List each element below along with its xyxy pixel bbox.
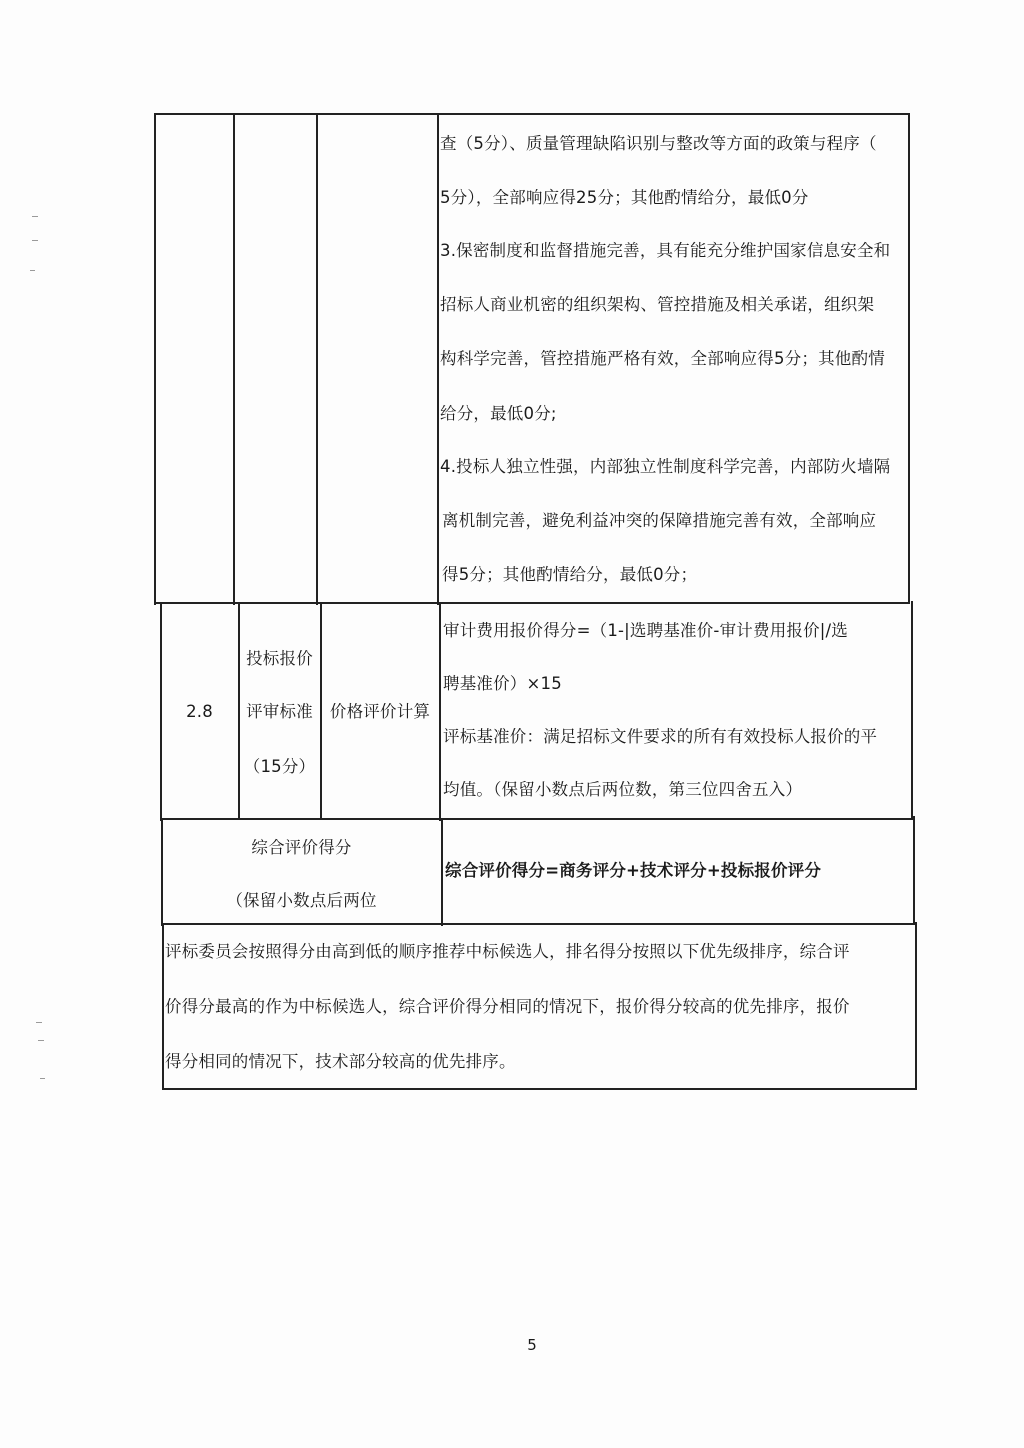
ranking-line: 得分相同的情况下，技术部分较高的优先排序。: [165, 1052, 516, 1071]
criteria-line: 3.保密制度和监督措施完善，具有能充分维护国家信息安全和: [440, 241, 891, 260]
scan-mark: [32, 240, 38, 241]
scan-mark: [38, 1040, 44, 1041]
price-formula-line: 聘基准价）×15: [443, 674, 562, 693]
criteria-line: 离机制完善，避免利益冲突的保障措施完善有效，全部响应: [442, 511, 877, 530]
total-score-formula: 综合评价得分=商务评分+技术评分+投标报价评分: [445, 861, 822, 880]
criteria-line: 给分，最低0分;: [440, 404, 557, 423]
category-score: （15分）: [243, 757, 316, 776]
category-label: 投标报价: [246, 649, 313, 668]
criteria-line: 查（5分）、质量管理缺陷识别与整改等方面的政策与程序（: [440, 134, 877, 153]
scan-mark: [40, 1078, 45, 1079]
benchmark-line: 评标基准价：满足招标文件要求的所有有效投标人报价的平: [443, 727, 878, 746]
ranking-line: 价得分最高的作为中标候选人，综合评价得分相同的情况下，报价得分较高的优先排序，报价: [165, 997, 850, 1016]
ranking-line: 评标委员会按照得分由高到低的顺序推荐中标候选人，排名得分按照以下优先级排序，综合评: [165, 942, 850, 961]
scan-mark: [32, 216, 38, 217]
scan-mark: [36, 1022, 42, 1023]
criteria-line: 招标人商业机密的组织架构、管控措施及相关承诺，组织架: [440, 295, 875, 314]
total-score-note: （保留小数点后两位: [226, 891, 377, 910]
row-number: 2.8: [186, 702, 213, 721]
criteria-line: 4.投标人独立性强，内部独立性制度科学完善，内部防火墙隔: [440, 457, 891, 476]
page-number: 5: [527, 1336, 537, 1354]
criteria-line: 构科学完善，管控措施严格有效，全部响应得5分；其他酌情: [440, 349, 885, 368]
category-label: 评审标准: [246, 702, 313, 721]
scan-mark: [30, 270, 35, 271]
total-score-label: 综合评价得分: [251, 838, 352, 857]
criteria-line: 5分），全部响应得25分；其他酌情给分，最低0分: [440, 188, 809, 207]
benchmark-line: 均值。（保留小数点后两位数，第三位四舍五入）: [443, 780, 803, 799]
price-formula-line: 审计费用报价得分=（1-|选聘基准价-审计费用报价|/选: [443, 621, 849, 640]
criteria-line: 得5分；其他酌情给分，最低0分；: [442, 565, 698, 584]
item-label: 价格评价计算: [329, 702, 431, 721]
